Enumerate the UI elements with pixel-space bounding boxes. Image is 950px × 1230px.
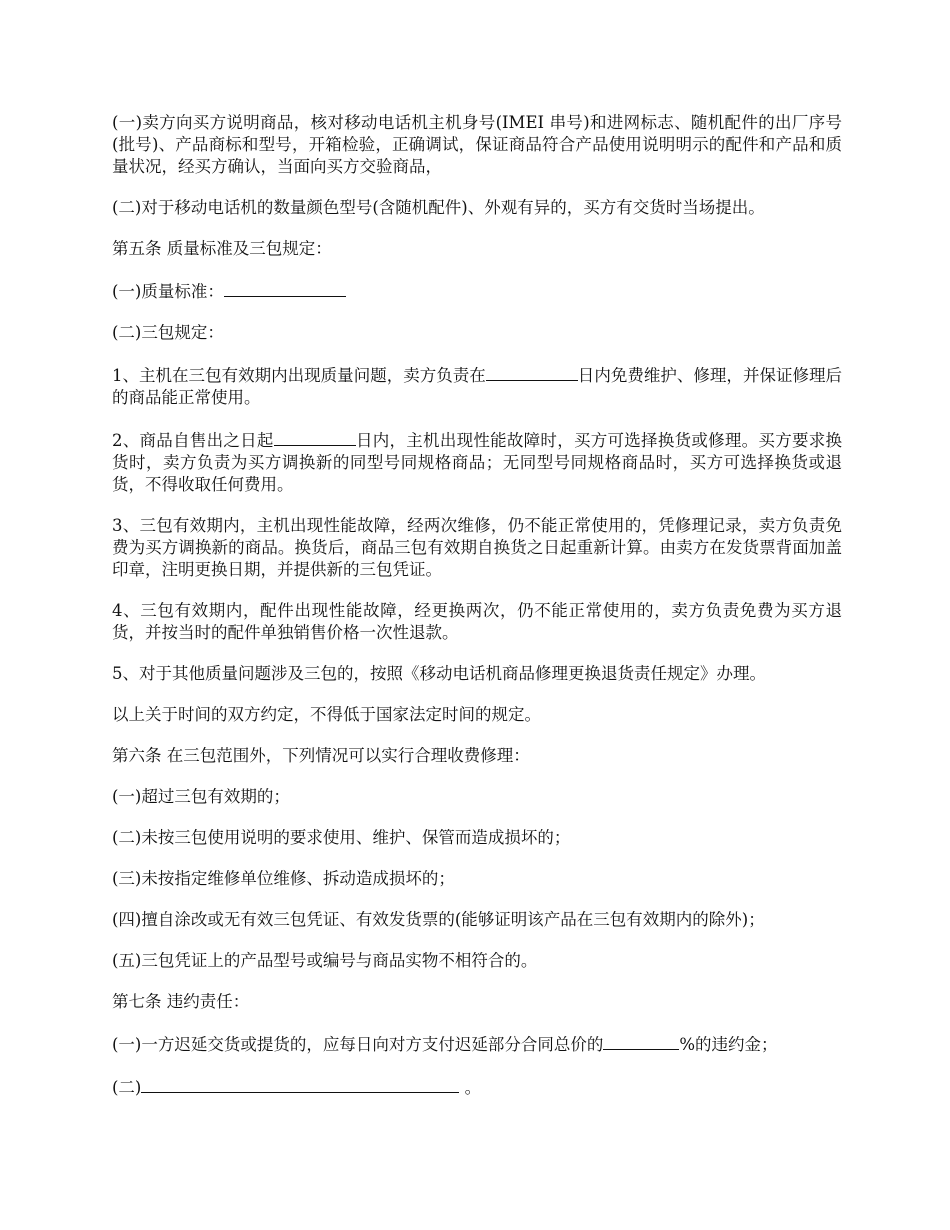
- fill-blank-exchange-days[interactable]: [274, 428, 356, 446]
- paid-repair-case-5: (五)三包凭证上的产品型号或编号与商品实物不相符合的。: [112, 951, 538, 970]
- article-6-heading: 第六条 在三包范围外，下列情况可以实行合理收费修理：: [112, 746, 530, 765]
- clause-delivery-inspection: (一)卖方向买方说明商品，核对移动电话机主机身号(IMEI 串号)和进网标志、随机配件的出厂序号(批号)、产品商标和型号，开箱检验，正确调试，保证商品符合产品使用说明明示的配件和产品和质量状况，经买方确认，当面向买方交验商品，: [112, 113, 842, 176]
- clause-three-guarantees-heading: (二)三包规定：: [112, 323, 224, 342]
- liability-other: (二) 。: [112, 1075, 842, 1099]
- paid-repair-case-4: (四)擅自涂改或无有效三包凭证、有效发货票的(能够证明该产品在三包有效期内的除外)；: [112, 910, 765, 929]
- liability-late-delivery: (一)一方迟延交货或提货的，应每日向对方支付迟延部分合同总价的 %的违约金；: [112, 1032, 842, 1056]
- item-1-free-repair: 1、主机在三包有效期内出现质量问题，卖方负责在 日内免费维护、修理，并保证修理后的商品能正常使用。: [112, 363, 842, 409]
- paid-repair-case-2: (二)未按三包使用说明的要求使用、维护、保管而造成损坏的；: [112, 828, 571, 847]
- item-2-exchange: 2、商品自售出之日起 日内，主机出现性能故障时，买方可选择换货或修理。买方要求换货时，卖方负责为买方调换新的同型号同规格商品；无同型号同规格商品时，买方可选择换货或退货，不得收取任何费用。: [112, 428, 842, 496]
- note-legal-minimum: 以上关于时间的双方约定，不得低于国家法定时间的规定。: [112, 705, 541, 724]
- contract-document: [112, 112, 842, 1118]
- item-3-replace-after-repairs: 3、三包有效期内，主机出现性能故障，经两次维修，仍不能正常使用的，凭修理记录，卖方负责免费为买方调换新的商品。换货后，商品三包有效期自换货之日起重新计算。由卖方在发货票背面加盖印章，注明更换日期，并提供新的三包凭证。: [112, 516, 842, 579]
- paid-repair-case-3: (三)未按指定维修单位维修、拆动造成损坏的；: [112, 869, 455, 888]
- article-5-heading: 第五条 质量标准及三包规定：: [112, 239, 332, 258]
- fill-blank-penalty-percent[interactable]: [603, 1032, 679, 1050]
- article-7-heading: 第七条 违约责任：: [112, 992, 250, 1011]
- clause-delivery-objection: (二)对于移动电话机的数量颜色型号(含随机配件)、外观有异的，买方有交货时当场提出。: [112, 198, 765, 217]
- item-5-other-issues: 5、对于其他质量问题涉及三包的，按照《移动电话机商品修理更换退货责任规定》办理。: [112, 664, 766, 683]
- fill-blank-repair-days[interactable]: [486, 363, 578, 381]
- paid-repair-case-1: (一)超过三包有效期的；: [112, 787, 290, 806]
- clause-quality-standard: (一)质量标准：: [112, 279, 842, 303]
- fill-blank-quality-standard[interactable]: [224, 279, 346, 297]
- item-4-accessory-refund: 4、三包有效期内，配件出现性能故障，经更换两次，仍不能正常使用的，卖方负责免费为买方退货，并按当时的配件单独销售价格一次性退款。: [112, 601, 842, 642]
- fill-blank-other-liability[interactable]: [141, 1075, 459, 1093]
